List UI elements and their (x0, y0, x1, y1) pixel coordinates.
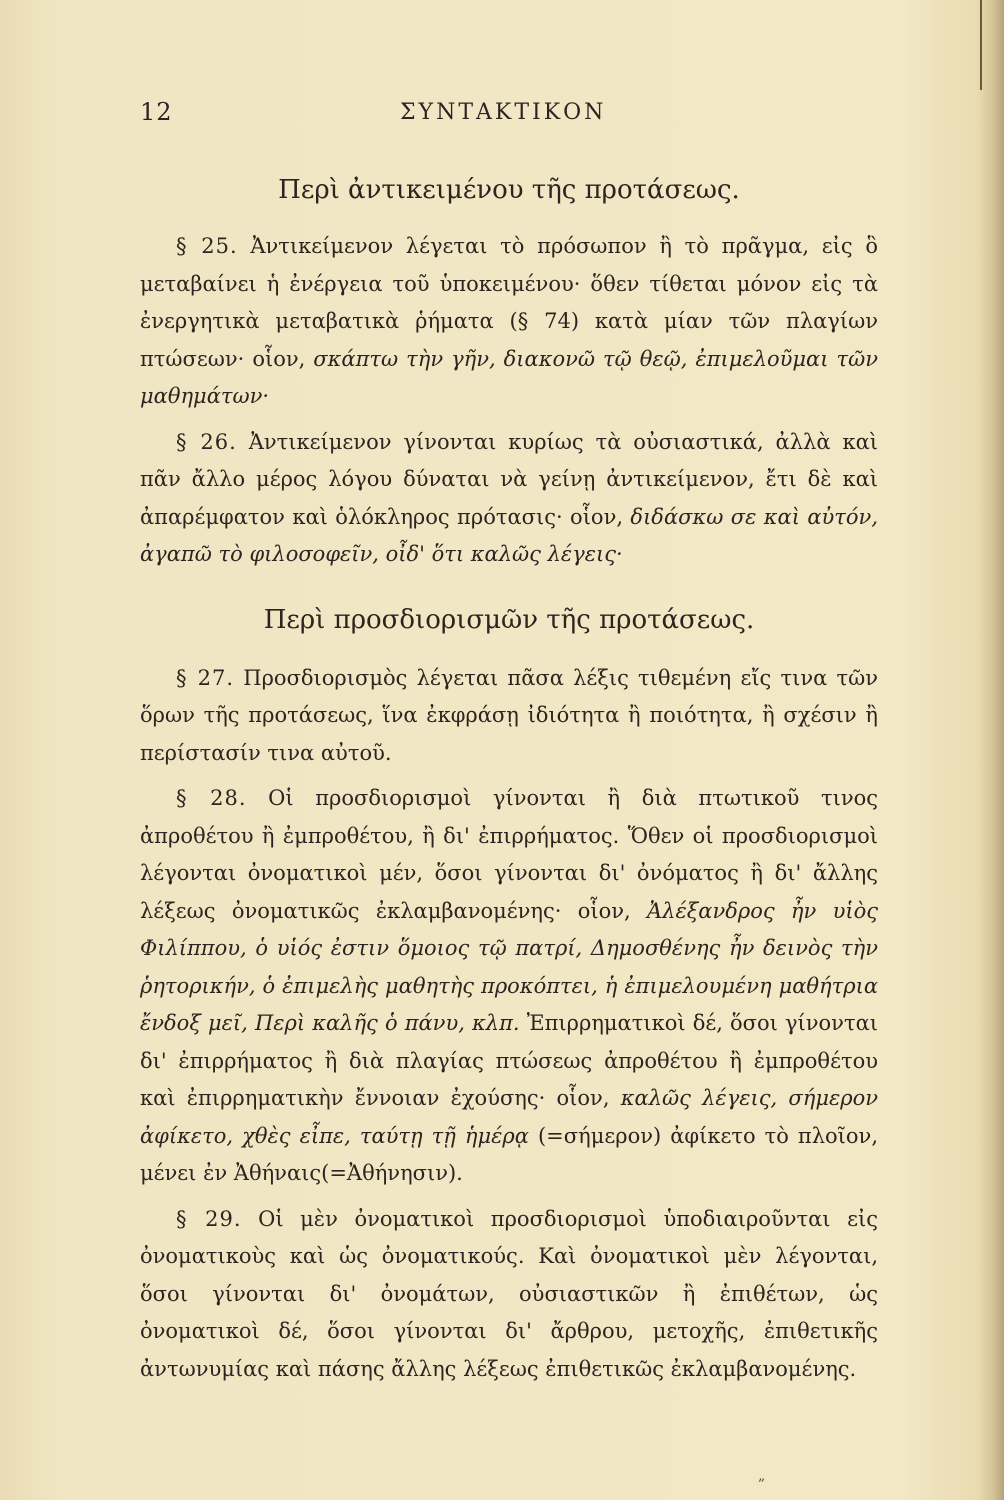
paragraph-29 (140, 1201, 878, 1389)
paragraph-25 (140, 228, 878, 416)
page-header (140, 98, 880, 134)
page-number: 12 (140, 98, 173, 126)
paragraph-28 (140, 780, 878, 1193)
section-heading-modifiers: Περὶ προσδιορισμῶν τῆς προτάσεως. (263, 604, 755, 635)
example-text: διδάσκω σε καὶ αὐτόν, ἀγαπῶ τὸ φιλοσοφεῖν, οἶδ' ὅτι καλῶς λέγεις· (140, 504, 878, 566)
section-number: § 27. (176, 665, 235, 690)
example-text: Ἀλέξανδρος ἦν υἱὸς Φιλίππου, ὁ υἱός ἐστιν ὅμοιος τῷ πατρί, Δημοσθένης ἦν δεινὸς τὴν ῥητορικήν, ὁ ἐπιμελὴς μαθητὴς προκόπτει, ἡ ἐπιμελουμένη μαθήτρια ἔνδοξ μεῖ, Περὶ καλῆς ὁ πάνυ, κλπ. (140, 898, 878, 1035)
binding-line (980, 0, 982, 90)
section-number: § 25. (176, 234, 238, 258)
footer-mark: „ (758, 1468, 766, 1484)
paragraph-text-end: (=σήμερον) ἀφίκετο τὸ πλοῖον, μένει ἐν Ἀθήναις(=Ἀθήνησιν). (140, 1123, 878, 1185)
paragraph-26 (140, 424, 878, 574)
example-text-adverbial: καλῶς λέγεις, σήμερον ἀφίκετο, χθὲς εἶπε, ταύτῃ τῇ ἡμέρᾳ (140, 1086, 878, 1148)
paragraph-text: Ἀντικείμενον γίνονται κυρίως τὰ οὐσιαστικά, ἀλλὰ καὶ πᾶν ἄλλο μέρος λόγου δύναται νὰ γείνῃ ἀντικείμενον, ἔτι δὲ καὶ ἀπαρέμφατον καὶ ὁλόκληρος πρότασις· οἷον, (140, 429, 878, 529)
paragraph-text: Ἀντικείμενον λέγεται τὸ πρόσωπον ἢ τὸ πρᾶγμα, εἰς ὃ μεταβαίνει ἡ ἐνέργεια τοῦ ὑποκειμένου· ὅθεν τίθεται μόνον εἰς τὰ ἐνεργητικὰ μεταβατικὰ ῥήματα (§ 74) κατὰ μίαν τῶν πλαγίων πτώσεων· οἷον, (140, 234, 878, 371)
paragraph-text: Οἱ μὲν ὀνοματικοὶ προσδιορισμοὶ ὑποδιαιροῦνται εἰς ὀνοματικοὺς καὶ ὡς ὀνοματικούς. Καὶ ὀνοματικοὶ μὲν λέγονται, ὅσοι γίνονται δι' ὀνομάτων, οὐσιαστικῶν ἢ ἐπιθέτων, ὡς ὀνοματικοὶ δέ, ὅσοι γίνονται δι' ἄρθρου, μετοχῆς, ἐπιθετικῆς ἀντωνυμίας καὶ πάσης ἄλλης λέξεως ἐπιθετικῶς ἐκλαμβανομένης. (140, 1206, 878, 1381)
example-text: σκάπτω τὴν γῆν, διακονῶ τῷ θεῷ, ἐπιμελοῦμαι τῶν μαθημάτων· (140, 346, 878, 408)
section-number: § 29. (176, 1206, 242, 1231)
paragraph-text-continued: Ἐπιρρηματικοὶ δέ, ὅσοι γίνονται δι' ἐπιρρήματος ἢ διὰ πλαγίας πτώσεως ἀπροθέτου ἢ ἐμπροθέτου καὶ ἐπιρρηματικὴν ἔννοιαν ἐχούσης· οἷον, (140, 1011, 878, 1110)
section-number: § 26. (176, 429, 237, 454)
paragraph-text: Προσδιορισμὸς λέγεται πᾶσα λέξις τιθεμένη εἴς τινα τῶν ὅρων τῆς προτάσεως, ἵνα ἐκφράσῃ ἰδιότητα ἢ ποιότητα, ἢ σχέσιν ἢ περίστασίν τινα αὐτοῦ. (140, 665, 878, 765)
page-content (140, 170, 878, 1396)
running-head: ΣΥΝΤΑΚΤΙΚΟΝ (400, 100, 607, 125)
section-heading-object: Περὶ ἀντικειμένου τῆς προτάσεως. (278, 175, 740, 205)
page-edge-shadow (978, 0, 1004, 1500)
section-number: § 28. (176, 786, 247, 810)
paragraph-text: Οἱ προσδιορισμοὶ γίνονται ἢ διὰ πτωτικοῦ τινος ἀπροθέτου ἢ ἐμπροθέτου, ἢ δι' ἐπιρρήματος. Ὅθεν οἱ προσδιορισμοὶ λέγονται ὀνοματικοὶ μέν, ὅσοι γίνονται δι' ὀνόματος ἢ δι' ἄλλης λέξεως ὀνοματικῶς ἐκλαμβανομένης· οἷον, (140, 786, 878, 923)
paragraph-27 (140, 660, 878, 773)
